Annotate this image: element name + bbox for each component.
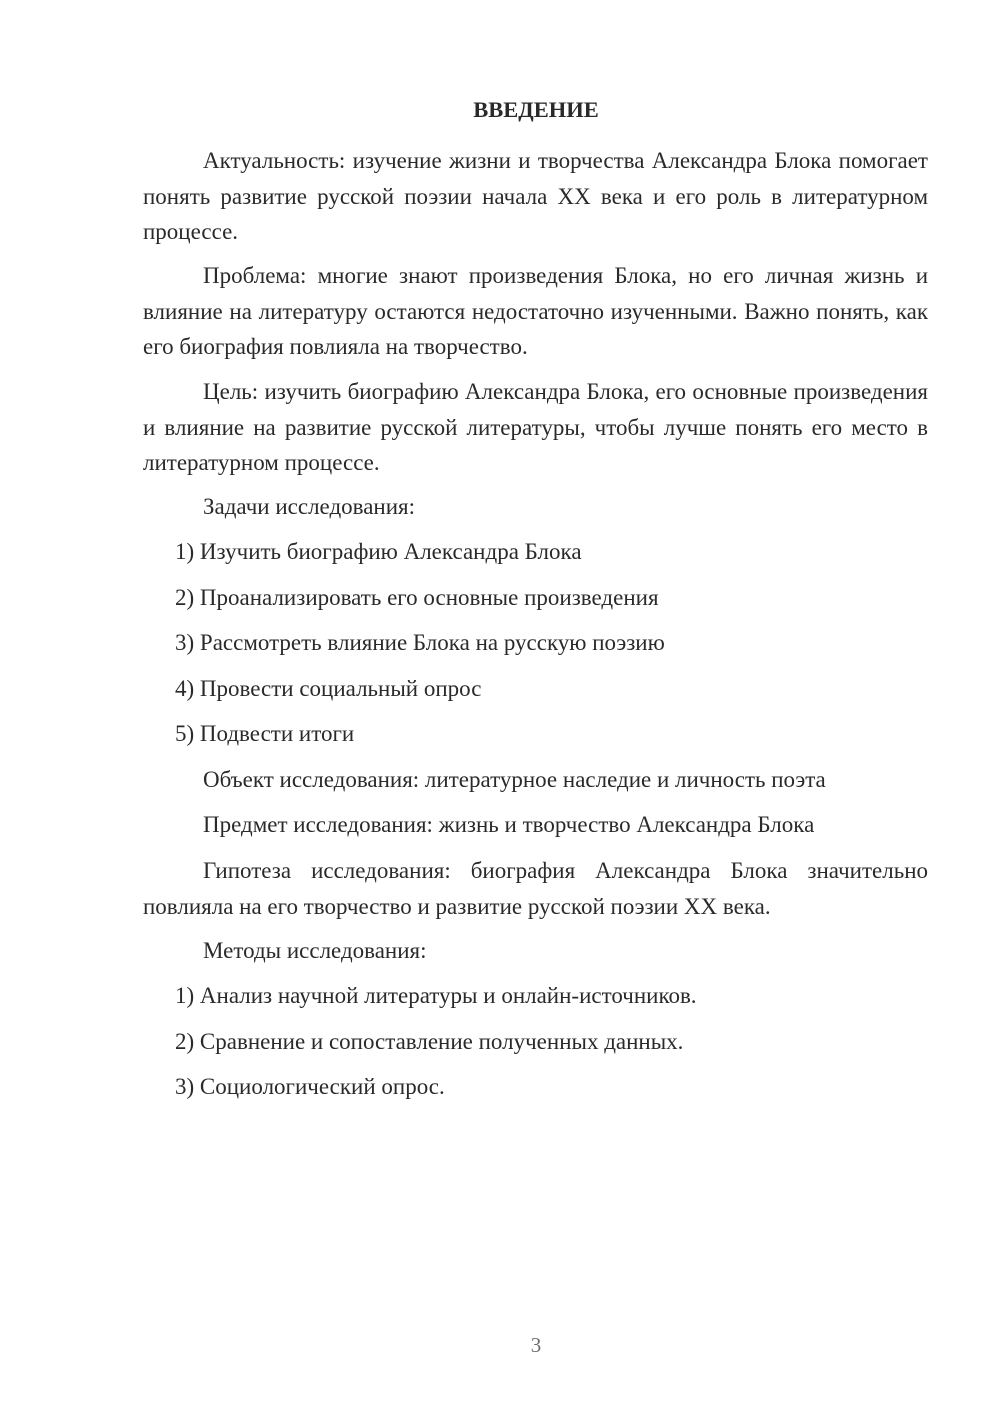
paragraph-goal: Цель: изучить биографию Александра Блока, его основные произведения и влияние на развитие русской литературы, чтобы лучше понять его место в литературном процессе. [143, 379, 928, 475]
task-item-2: 2) Проанализировать его основные произведения [175, 585, 659, 610]
task-item-5: 5) Подвести итоги [175, 721, 355, 746]
research-subject: Предмет исследования: жизнь и творчество Александра Блока [203, 812, 815, 837]
research-object: Объект исследования: литературное наследие и личность поэта [203, 767, 826, 792]
task-item-4: 4) Провести социальный опрос [175, 676, 482, 701]
page-number: 3 [530, 1333, 542, 1357]
task-item-1: 1) Изучить биографию Александра Блока [175, 539, 582, 564]
method-item-2: 2) Сравнение и сопоставление полученных данных. [175, 1029, 684, 1054]
method-item-3: 3) Социологический опрос. [175, 1074, 445, 1099]
method-item-1: 1) Анализ научной литературы и онлайн-источников. [175, 983, 697, 1008]
paragraph-actuality: Актуальность: изучение жизни и творчества Александра Блока помогает понять развитие русской поэзии начала XX века и его роль в литературном процессе. [143, 148, 928, 244]
paragraph-hypothesis: Гипотеза исследования: биография Александра Блока значительно повлияла на его творчество и развитие русской поэзии XX века. [143, 858, 928, 919]
paragraph-problem: Проблема: многие знают произведения Блока, но его личная жизнь и влияние на литературу остаются недостаточно изученными. Важно понять, как его биография повлияла на творчество. [143, 263, 928, 359]
methods-title: Методы исследования: [203, 938, 427, 963]
tasks-title: Задачи исследования: [203, 494, 416, 519]
page-heading: ВВЕДЕНИЕ [473, 97, 599, 122]
task-item-3: 3) Рассмотреть влияние Блока на русскую поэзию [175, 630, 665, 655]
